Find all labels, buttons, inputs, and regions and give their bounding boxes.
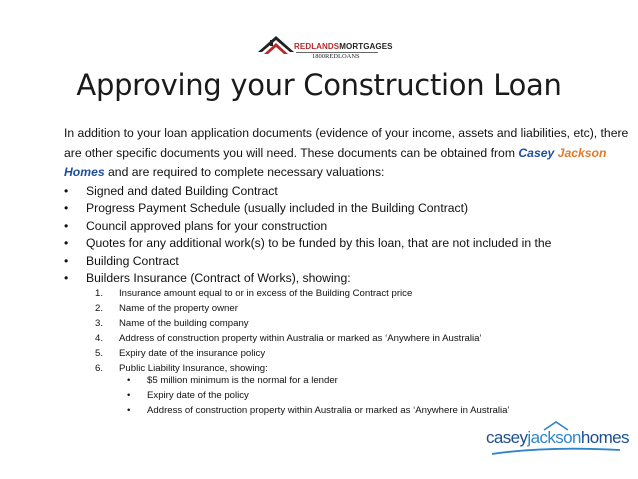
- bullet-marker: •: [64, 271, 69, 286]
- house-roof-icon: [256, 30, 296, 62]
- list-item: • Building Contract: [64, 253, 634, 270]
- list-item: • Progress Payment Schedule (usually included in the Building Contract): [64, 200, 634, 217]
- list-item: • Builders Insurance (Contract of Works), showing:: [64, 270, 634, 287]
- intro-text-after: and are required to complete necessary valuations:: [108, 165, 385, 179]
- bullet-marker: •: [64, 184, 69, 198]
- list-item: • Expiry date of the policy: [127, 390, 249, 401]
- numbered-item: 1. Insurance amount equal to or in excess of the Building Contract price: [95, 288, 413, 299]
- company-name-casey: Casey: [518, 145, 555, 160]
- numbered-item: 2. Name of the property owner: [95, 303, 238, 314]
- bullet-marker: •: [127, 405, 131, 416]
- insurance-numbered-list: [95, 286, 615, 376]
- redlands-mortgages-logo: [256, 30, 416, 70]
- list-item: • Quotes for any additional work(s) to be funded by this loan, that are not included in the: [64, 235, 634, 252]
- bullet-marker: •: [64, 218, 69, 233]
- public-liability-bullet-list: [127, 373, 627, 418]
- numbered-item: 4. Address of construction property within Australia or marked as ‘Anywhere in Australia’: [95, 333, 482, 344]
- intro-text-before: In addition to your loan application documents (evidence of your income, assets and liabilities, etc), there are other specific documents you will need. These documents can be obtained from: [64, 126, 629, 160]
- numbered-item: 5. Expiry date of the insurance policy: [95, 348, 266, 359]
- bullet-marker: •: [127, 390, 131, 401]
- bullet-marker: •: [64, 253, 69, 268]
- list-item: • Signed and dated Building Contract: [64, 183, 634, 200]
- bullet-marker: •: [127, 375, 131, 386]
- list-item: • Address of construction property within Australia or marked as ‘Anywhere in Australia’: [127, 405, 510, 416]
- bullet-marker: •: [64, 236, 69, 251]
- slide-title: Approving your Construction Loan: [76, 68, 562, 102]
- list-item: • Council approved plans for your construction: [64, 218, 634, 235]
- logo-phone: 1800REDLOANS: [312, 53, 360, 60]
- numbered-item: 3. Name of the building company: [95, 318, 249, 329]
- logo-wordmark: caseyjacksonhomes: [486, 428, 629, 447]
- company-name-homes: Homes: [64, 165, 105, 179]
- document-bullet-list: [64, 183, 634, 287]
- logo-brand-text: REDLANDSMORTGAGES: [294, 42, 393, 51]
- numbered-item: 6. Public Liability Insurance, showing:: [95, 363, 268, 374]
- casey-jackson-homes-logo: [486, 420, 629, 460]
- bullet-marker: •: [64, 201, 69, 216]
- company-name-jackson: Jackson: [557, 145, 607, 160]
- list-item: • $5 million minimum is the normal for a lender: [127, 375, 338, 386]
- intro-paragraph: [64, 124, 634, 183]
